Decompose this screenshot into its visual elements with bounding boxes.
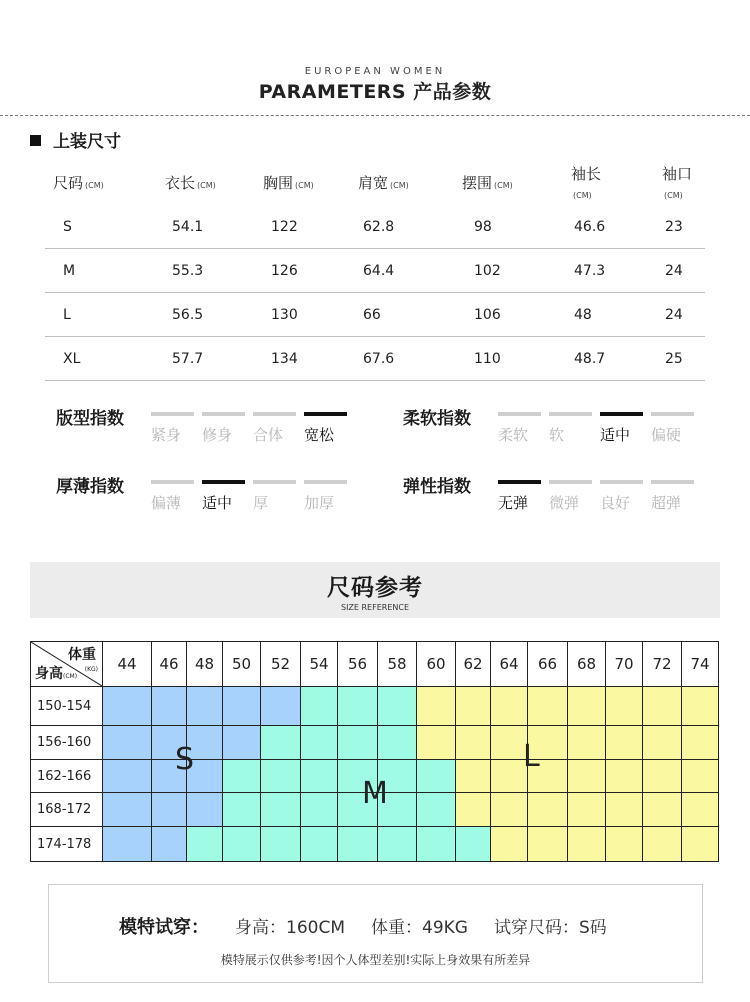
- size-grid-cell: [103, 760, 152, 793]
- col-header-size: [45, 172, 140, 193]
- elasticity-option: [498, 480, 541, 513]
- table-cell: 46.6: [574, 218, 606, 235]
- size-grid-cell: [223, 687, 261, 726]
- size-grid-cell: [682, 687, 719, 726]
- size-grid-cell: [606, 687, 643, 726]
- fit-option: [202, 412, 245, 445]
- weight-column-header: 64: [491, 642, 528, 687]
- col-header-length: [140, 172, 233, 193]
- scale-bar: [498, 412, 541, 416]
- table-cell: 55.3: [172, 262, 204, 279]
- table-cell: 62.8: [363, 218, 395, 235]
- scale-bar: [151, 480, 194, 484]
- fit-option: [304, 412, 347, 445]
- weight-column-header: 52: [261, 642, 301, 687]
- scale-bar: [651, 480, 694, 484]
- header-title: PARAMETERS 产品参数: [258, 81, 492, 103]
- size-grid-cell: [491, 793, 528, 827]
- size-grid-cell: [152, 827, 187, 862]
- option-label: 厚: [253, 494, 269, 512]
- table-cell: 106: [474, 306, 501, 323]
- size-grid-cell: [682, 726, 719, 760]
- table-cell: 102: [474, 262, 501, 279]
- size-grid-cell: [417, 687, 456, 726]
- scale-bar: [549, 412, 592, 416]
- table-cell: 48: [574, 306, 592, 323]
- option-label: 无弹: [498, 494, 529, 512]
- option-label: 紧身: [151, 426, 182, 444]
- col-label: 肩宽: [358, 174, 389, 192]
- model-height: 身高：160CM: [235, 918, 345, 938]
- size-grid-cell: [491, 687, 528, 726]
- col-header-shoulder: [326, 172, 419, 193]
- size-grid-cell: [301, 726, 338, 760]
- option-label: 柔软: [498, 426, 529, 444]
- size-grid-cell: [456, 827, 491, 862]
- option-label: 偏硬: [651, 426, 682, 444]
- table-cell: 56.5: [172, 306, 204, 323]
- weight-label: 体重: [68, 647, 96, 663]
- scale-bar: [253, 412, 296, 416]
- size-grid-cell: [606, 793, 643, 827]
- table-cell: 126: [271, 262, 298, 279]
- fit-option: [253, 412, 296, 445]
- weight-column-header: 54: [301, 642, 338, 687]
- weight-column-header: 46: [152, 642, 187, 687]
- thickness-option: [151, 480, 194, 513]
- table-cell: 130: [271, 306, 298, 323]
- softness-option: [498, 412, 541, 445]
- size-grid-cell: [528, 687, 568, 726]
- size-grid-cell: [378, 827, 417, 862]
- unit-label: (CM): [664, 191, 683, 200]
- table-cell: L: [63, 306, 71, 323]
- size-grid-cell: [606, 726, 643, 760]
- table-cell: M: [63, 262, 76, 279]
- weight-column-header: 68: [568, 642, 606, 687]
- model-size: 试穿尺码：S码: [493, 918, 607, 938]
- table-cell: 110: [474, 350, 501, 367]
- weight-column-header: 62: [456, 642, 491, 687]
- square-bullet-icon: [30, 135, 41, 146]
- size-grid-cell: [568, 827, 606, 862]
- size-grid-cell: [152, 687, 187, 726]
- size-grid-cell: [643, 827, 682, 862]
- size-table: [45, 160, 705, 381]
- model-weight: 体重：49KG: [371, 918, 468, 938]
- softness-option: [549, 412, 592, 445]
- table-row: [45, 293, 705, 337]
- height-row-header: 150-154: [31, 687, 103, 726]
- size-grid-cell: [682, 793, 719, 827]
- scale-bar: [651, 412, 694, 416]
- thickness-index-label: 厚薄指数: [56, 477, 124, 497]
- scale-bar: [498, 480, 541, 484]
- size-grid-cell: [417, 793, 456, 827]
- scale-bar: [202, 480, 245, 484]
- size-grid-cell: [606, 827, 643, 862]
- table-cell: 67.6: [363, 350, 395, 367]
- size-table-header: [45, 160, 705, 205]
- size-reference-subtitle: SIZE REFERENCE: [340, 603, 410, 612]
- size-l-region-label: L: [523, 739, 540, 774]
- grid-frame: [30, 641, 719, 862]
- col-header-sleeve: [529, 163, 620, 202]
- col-label: 袖长: [571, 165, 602, 183]
- scale-bar: [202, 412, 245, 416]
- weight-column-header: 72: [643, 642, 682, 687]
- table-cell: 48.7: [574, 350, 606, 367]
- model-info-line: [119, 913, 633, 939]
- scale-bar: [600, 480, 643, 484]
- table-cell: 47.3: [574, 262, 606, 279]
- scale-bar: [253, 480, 296, 484]
- elasticity-option: [600, 480, 643, 513]
- option-label: 良好: [600, 494, 631, 512]
- size-grid-cell: [568, 760, 606, 793]
- height-row-header: 174-178: [31, 827, 103, 862]
- height-row-header: 156-160: [31, 726, 103, 760]
- size-reference-title: 尺码参考: [327, 575, 423, 601]
- weight-column-header: 74: [682, 642, 719, 687]
- unit-label: (CM): [390, 181, 409, 190]
- size-grid-cell: [682, 760, 719, 793]
- col-label: 尺码: [53, 174, 84, 192]
- thickness-option: [202, 480, 245, 513]
- size-grid-cell: [643, 793, 682, 827]
- size-grid-cell: [301, 827, 338, 862]
- table-cell: 25: [665, 350, 683, 367]
- table-cell: 64.4: [363, 262, 395, 279]
- table-cell: 57.7: [172, 350, 204, 367]
- elasticity-index-label: 弹性指数: [403, 477, 471, 497]
- weight-axis-label: [68, 644, 96, 664]
- table-cell: 66: [363, 306, 381, 323]
- size-grid-cell: [528, 793, 568, 827]
- option-label: 偏薄: [151, 494, 182, 512]
- size-grid-cell: [187, 793, 223, 827]
- unit-label: (CM): [197, 181, 216, 190]
- weight-column-header: 60: [417, 642, 456, 687]
- size-grid-cell: [261, 726, 301, 760]
- col-label: 摆围: [462, 174, 493, 192]
- fit-option: [151, 412, 194, 445]
- weight-column-header: 70: [606, 642, 643, 687]
- weight-column-header: 44: [103, 642, 152, 687]
- model-disclaimer: 模特展示仅供参考!因个人体型差别!实际上身效果有所差异: [220, 953, 531, 967]
- size-grid-cell: [187, 827, 223, 862]
- size-grid-cell: [456, 793, 491, 827]
- scale-bar: [304, 412, 347, 416]
- height-unit: (CM): [63, 673, 78, 680]
- size-grid-cell: [417, 726, 456, 760]
- table-cell: 54.1: [172, 218, 204, 235]
- size-grid-cell: [456, 760, 491, 793]
- option-label: 软: [549, 426, 565, 444]
- size-grid-cell: [152, 793, 187, 827]
- weight-column-header: 66: [528, 642, 568, 687]
- size-grid-cell: [261, 827, 301, 862]
- option-label: 宽松: [304, 426, 335, 444]
- size-grid-cell: [417, 827, 456, 862]
- option-label: 微弹: [549, 494, 580, 512]
- scale-bar: [600, 412, 643, 416]
- scale-bar: [549, 480, 592, 484]
- col-header-bust: [233, 172, 326, 193]
- table-cell: 24: [665, 306, 683, 323]
- size-grid-cell: [301, 760, 338, 793]
- weight-column-header: 48: [187, 642, 223, 687]
- size-grid-cell: [528, 827, 568, 862]
- table-cell: 134: [271, 350, 298, 367]
- size-grid-cell: [643, 760, 682, 793]
- grid-corner-header: [31, 642, 103, 687]
- size-grid-cell: [103, 726, 152, 760]
- weight-unit: (KG): [84, 666, 98, 673]
- unit-label: (CM): [494, 181, 513, 190]
- header-subtitle: EUROPEAN WOMEN: [304, 66, 446, 77]
- scale-bar: [304, 480, 347, 484]
- section-title-text: 上装尺寸: [53, 132, 121, 152]
- size-grid-cell: [223, 760, 261, 793]
- size-grid-cell: [103, 793, 152, 827]
- height-row-header: 168-172: [31, 793, 103, 827]
- option-label: 超弹: [651, 494, 682, 512]
- thickness-option: [253, 480, 296, 513]
- size-grid-cell: [338, 726, 378, 760]
- table-cell: S: [63, 218, 72, 235]
- thickness-option: [304, 480, 347, 513]
- size-grid-cell: [103, 827, 152, 862]
- table-cell: 24: [665, 262, 683, 279]
- size-grid-cell: [261, 793, 301, 827]
- fit-index-label: 版型指数: [56, 409, 124, 429]
- table-cell: 98: [474, 218, 492, 235]
- size-grid-cell: [338, 827, 378, 862]
- unit-label: (CM): [85, 181, 104, 190]
- size-m-region-label: M: [362, 776, 388, 811]
- size-grid-cell: [568, 793, 606, 827]
- softness-index-label: 柔软指数: [403, 409, 471, 429]
- size-grid-cell: [301, 687, 338, 726]
- table-cell: 122: [271, 218, 298, 235]
- size-grid-cell: [261, 760, 301, 793]
- option-label: 适中: [600, 426, 631, 444]
- softness-option: [600, 412, 643, 445]
- table-row: [45, 249, 705, 293]
- table-row: [45, 337, 705, 381]
- height-row-header: 162-166: [31, 760, 103, 793]
- size-grid-cell: [643, 726, 682, 760]
- size-grid-cell: [223, 827, 261, 862]
- unit-label: (CM): [295, 181, 314, 190]
- size-grid-cell: [338, 687, 378, 726]
- option-label: 修身: [202, 426, 233, 444]
- elasticity-option: [651, 480, 694, 513]
- size-grid-cell: [261, 687, 301, 726]
- size-grid-cell: [643, 687, 682, 726]
- size-grid-cell: [187, 687, 223, 726]
- size-grid-cell: [568, 687, 606, 726]
- size-grid-cell: [568, 726, 606, 760]
- col-header-cuff: [620, 163, 705, 202]
- col-label: 衣长: [165, 174, 196, 192]
- model-label: 模特试穿：: [119, 917, 209, 938]
- softness-option: [651, 412, 694, 445]
- size-grid-cell: [456, 726, 491, 760]
- size-grid-cell: [417, 760, 456, 793]
- weight-column-header: 50: [223, 642, 261, 687]
- weight-column-header: 56: [338, 642, 378, 687]
- size-reference-banner: [30, 562, 720, 618]
- option-label: 加厚: [304, 494, 335, 512]
- table-cell: XL: [63, 350, 81, 367]
- model-info-box: [48, 884, 703, 983]
- size-grid-cell: [103, 687, 152, 726]
- height-axis-label: [35, 663, 77, 683]
- col-label: 袖口: [662, 165, 693, 183]
- option-label: 合体: [253, 426, 284, 444]
- size-grid-cell: [378, 726, 417, 760]
- col-label: 胸围: [263, 174, 294, 192]
- weight-column-header: 58: [378, 642, 417, 687]
- col-header-hem: [419, 172, 529, 193]
- size-grid-cell: [456, 687, 491, 726]
- table-row: [45, 205, 705, 249]
- size-grid-cell: [223, 793, 261, 827]
- size-grid-cell: [301, 793, 338, 827]
- size-s-region-label: S: [175, 742, 195, 777]
- height-label: 身高: [35, 666, 63, 682]
- size-grid-cell: [491, 827, 528, 862]
- dashed-divider: [0, 115, 750, 116]
- size-grid-cell: [682, 827, 719, 862]
- size-grid-cell: [606, 760, 643, 793]
- size-grid-cell: [223, 726, 261, 760]
- scale-bar: [151, 412, 194, 416]
- size-grid-cell: [378, 687, 417, 726]
- table-cell: 23: [665, 218, 683, 235]
- unit-label: (CM): [573, 191, 592, 200]
- elasticity-option: [549, 480, 592, 513]
- top-size-section-title: [30, 127, 121, 152]
- option-label: 适中: [202, 494, 233, 512]
